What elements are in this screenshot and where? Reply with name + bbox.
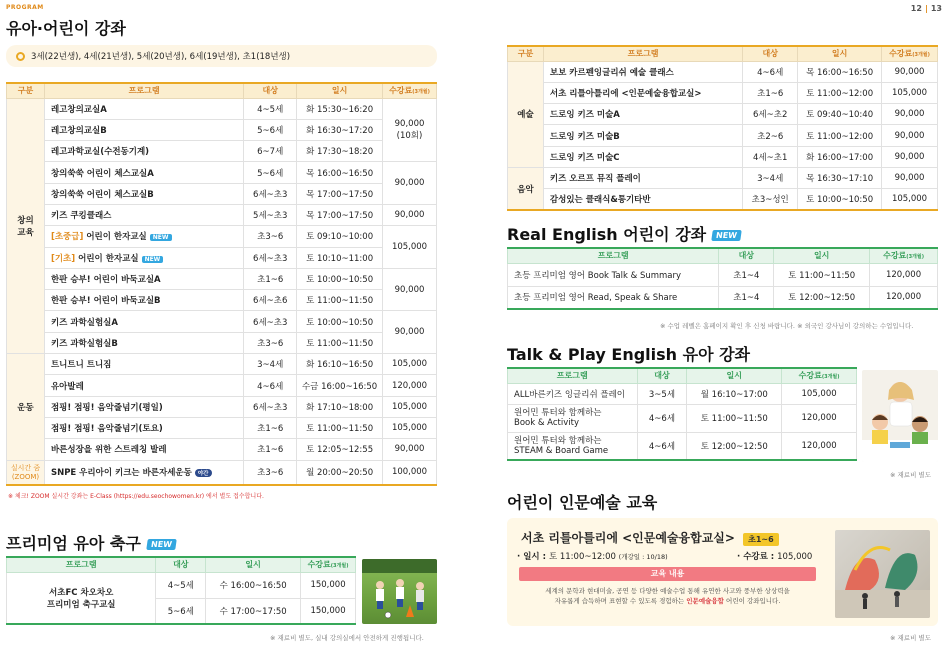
table-row — [508, 189, 938, 210]
time: 화 16:00~17:00 — [798, 146, 882, 167]
ages-text: 3세(22년생), 4세(21년생), 5세(20년생), 6세(19년생), 초1(18년생) — [31, 52, 291, 62]
program-name: 바른성장을 위한 스트레칭 발레 — [44, 439, 243, 460]
table-row — [7, 460, 437, 485]
program-name: 원어민 튜터와 함께하는 Book & Activity — [508, 404, 638, 432]
table-row — [7, 290, 437, 311]
table-row — [508, 146, 938, 167]
fee: 150,000 — [301, 598, 356, 624]
time: 토 11:00~11:50 — [297, 290, 383, 311]
program-name: 키즈 과학실험실A — [44, 311, 243, 332]
grade-badge: 초1~6 — [743, 533, 779, 546]
table-row — [508, 383, 857, 404]
program-name-text: 어린이 한자교실 — [78, 253, 139, 264]
card-title-text: 서초 리틀아틀리에 <인문예술융합교실> — [521, 531, 735, 545]
time: 토 11:00~11:50 — [297, 332, 383, 353]
col-header: 구분 — [508, 46, 544, 61]
target: 4~5세 — [244, 98, 297, 119]
fee: 90,000 — [383, 162, 437, 205]
program-name: 원어민 튜터와 함께하는 STEAM & Board Game — [508, 432, 638, 460]
desc-highlight: 인문예술융합 — [686, 597, 724, 606]
humanities-card — [507, 518, 938, 626]
col-header: 일시 — [687, 368, 782, 383]
col-header: 대상 — [743, 46, 798, 61]
program-name: 초등 프리미엄 영어 Read, Speak & Share — [508, 286, 719, 309]
table-row — [7, 183, 437, 204]
table-row — [7, 119, 437, 140]
fee: 90,000 — [882, 104, 938, 125]
table-row — [508, 82, 938, 103]
table-row — [7, 354, 437, 375]
ages-box — [6, 45, 437, 67]
fee-note: (3개월) — [906, 254, 924, 261]
program-name: 드로잉 키즈 미술A — [543, 104, 742, 125]
fee-line — [737, 550, 812, 562]
soccer-note: ※ 재료비 별도, 실내 강의실에서 안전하게 진행됩니다. — [270, 634, 424, 642]
program-name: 감성있는 클래식&통기타반 — [543, 189, 742, 210]
target: 초3~6 — [244, 332, 297, 353]
atelier-photo — [835, 530, 930, 618]
time: 수 17:00~17:50 — [206, 598, 301, 624]
col-header — [383, 83, 437, 98]
table-row — [7, 332, 437, 353]
col-header: 일시 — [798, 46, 882, 61]
target: 6~7세 — [244, 141, 297, 162]
time: 토 12:05~12:55 — [297, 439, 383, 460]
page-right: 13 — [930, 4, 942, 13]
table-row — [7, 226, 437, 247]
target: 초3~6 — [244, 460, 297, 485]
target: 4~6세 — [637, 404, 687, 432]
col-header: 대상 — [637, 368, 687, 383]
table-row — [508, 263, 938, 286]
real-english-note: ※ 수업 레벨은 홈페이지 확인 후 신청 바랍니다. ※ 외국인 강사님이 강의하는 수업입니다. — [660, 322, 914, 330]
time: 토 10:00~10:50 — [297, 311, 383, 332]
col-header: 프로그램 — [7, 557, 156, 572]
program-name — [44, 247, 243, 268]
program-name: 창의쑥쑥 어린이 체스교실A — [44, 162, 243, 183]
target: 6세~초3 — [244, 247, 297, 268]
kids-title: 유아·어린이 강좌 — [6, 19, 126, 38]
col-header — [870, 248, 938, 263]
time: 토 10:10~11:00 — [297, 247, 383, 268]
time: 월 20:00~20:50 — [297, 460, 383, 485]
humanities-card-title — [521, 529, 779, 546]
kids-table — [6, 82, 437, 486]
soccer-table — [6, 556, 356, 625]
fee: 120,000 — [782, 404, 857, 432]
fee: 90,000 — [882, 61, 938, 82]
fee-header: 수강료 — [798, 371, 822, 381]
time: 목 16:30~17:10 — [798, 167, 882, 188]
col-header — [301, 557, 356, 572]
fee-header: 수강료 — [389, 86, 413, 96]
time: 토 11:00~11:50 — [297, 417, 383, 438]
fee: 105,000 — [882, 82, 938, 103]
table-row — [7, 572, 356, 598]
time: 토 09:40~10:40 — [798, 104, 882, 125]
time: 토 11:00~11:50 — [774, 263, 870, 286]
program-name: 키즈 과학실험실B — [44, 332, 243, 353]
fee: 90,000 — [882, 125, 938, 146]
time: 화 15:30~16:20 — [297, 98, 383, 119]
night-tag: 야간 — [195, 469, 212, 477]
time: 목 16:00~16:50 — [297, 162, 383, 183]
program-name: 서초FC 차오차오 프리미엄 축구교실 — [7, 572, 156, 624]
bullet-icon — [16, 52, 25, 61]
new-badge: NEW — [150, 234, 172, 241]
page-numbers: 12 | 13 — [910, 4, 942, 13]
table-row — [7, 375, 437, 396]
edu-content-banner: 교육 내용 — [519, 567, 816, 581]
table-row — [7, 439, 437, 460]
time: 토 11:00~11:50 — [687, 404, 782, 432]
time: 토 11:00~12:00 — [798, 125, 882, 146]
target: 초1~6 — [244, 268, 297, 289]
target: 5~6세 — [244, 119, 297, 140]
fee: 90,000 (10회) — [383, 98, 437, 162]
level-prefix: [초중급] — [50, 232, 84, 243]
time: 토 12:00~12:50 — [687, 432, 782, 460]
target: 5~6세 — [156, 598, 206, 624]
target: 초1~6 — [244, 417, 297, 438]
fee-value: 105,000 — [777, 552, 813, 562]
desc-part: 자유롭게 습득하며 표현할 수 있도록 경험하는 — [554, 597, 687, 606]
fee: 90,000 — [383, 268, 437, 311]
fee: 150,000 — [301, 572, 356, 598]
fee-note: (3개월) — [412, 89, 430, 96]
program-name-text: 어린이 한자교실 — [86, 232, 147, 243]
level-prefix: [기초] — [50, 253, 76, 264]
program-name: ALL바른키즈 잉글리쉬 플레이 — [508, 383, 638, 404]
program-name — [44, 226, 243, 247]
target: 4~6세 — [637, 432, 687, 460]
table-row — [7, 204, 437, 225]
target: 초3~성인 — [743, 189, 798, 210]
time: 화 16:10~16:50 — [297, 354, 383, 375]
time: 월 16:10~17:00 — [687, 383, 782, 404]
time-note: (개강일 : 10/18) — [618, 553, 668, 561]
col-header: 일시 — [774, 248, 870, 263]
fee: 90,000 — [383, 204, 437, 225]
zoom-note: ※ 체크! ZOOM 실시간 강좌는 E-Class (https://edu.seochowomen.kr) 에서 별도 접수합니다. — [8, 493, 264, 500]
target: 3~4세 — [743, 167, 798, 188]
real-english-table — [507, 247, 938, 310]
col-header: 프로그램 — [44, 83, 243, 98]
fee-header: 수강료 — [307, 560, 331, 570]
time: 토 10:00~10:50 — [297, 268, 383, 289]
fee: 105,000 — [383, 226, 437, 269]
target: 초3~6 — [244, 226, 297, 247]
time-line — [517, 550, 668, 562]
program-name: 드로잉 키즈 미술B — [543, 125, 742, 146]
fee-header: 수강료 — [889, 49, 913, 59]
fee: 105,000 — [782, 383, 857, 404]
time: 목 17:00~17:50 — [297, 183, 383, 204]
table-row — [508, 125, 938, 146]
time: 토 11:00~12:00 — [798, 82, 882, 103]
fee: 105,000 — [882, 189, 938, 210]
time: 목 17:00~17:50 — [297, 204, 383, 225]
fee: 105,000 — [383, 417, 437, 438]
desc-part: 어린이 강좌입니다. — [723, 597, 781, 606]
col-header: 대상 — [156, 557, 206, 572]
fee: 120,000 — [870, 286, 938, 309]
target: 6세~초2 — [743, 104, 798, 125]
time: 목 16:00~16:50 — [798, 61, 882, 82]
fee: 105,000 — [383, 396, 437, 417]
target: 5~6세 — [244, 162, 297, 183]
fee-label: · 수강료 : — [737, 552, 778, 562]
col-header — [782, 368, 857, 383]
arts-table — [507, 45, 938, 211]
table-row — [508, 432, 857, 460]
soccer-photo — [362, 559, 437, 624]
program-name: 레고과학교실(수전동기계) — [44, 141, 243, 162]
target: 3~5세 — [637, 383, 687, 404]
col-header: 대상 — [244, 83, 297, 98]
program-name: 초등 프리미엄 영어 Book Talk & Summary — [508, 263, 719, 286]
time: 토 09:10~10:00 — [297, 226, 383, 247]
program-name: 키즈 쿠킹클래스 — [44, 204, 243, 225]
col-header: 프로그램 — [508, 248, 719, 263]
desc-line-1: 세계의 문학과 현대미술, 공연 등 다양한 예술수업 통해 유연한 사고와 풍부한 상상력을 — [545, 587, 790, 595]
program-name: 창의쑥쑥 어린이 체스교실B — [44, 183, 243, 204]
talk-play-title: Talk & Play English 유아 강좌 — [507, 345, 751, 364]
table-row — [7, 247, 437, 268]
soccer-title — [6, 531, 176, 554]
fee: 90,000 — [882, 167, 938, 188]
real-english-title-text: Real English 어린이 강좌 — [507, 225, 707, 244]
english-photo — [862, 370, 938, 462]
page-left: 12 — [910, 4, 922, 13]
time: 토 10:00~10:50 — [798, 189, 882, 210]
col-header: 일시 — [297, 83, 383, 98]
new-badge: NEW — [142, 256, 164, 263]
table-row — [7, 268, 437, 289]
fee: 90,000 — [383, 311, 437, 354]
program-name: 한판 승부! 어린이 바둑교실A — [44, 268, 243, 289]
new-badge: NEW — [711, 230, 742, 241]
program-name: 트니트니 트니짐 — [44, 354, 243, 375]
category-cell: 음악 — [508, 167, 544, 210]
program-name: 레고창의교실B — [44, 119, 243, 140]
target: 초1~6 — [743, 82, 798, 103]
real-english-title — [507, 222, 741, 245]
table-row — [508, 404, 857, 432]
table-row — [508, 61, 938, 82]
program-name: 드로잉 키즈 미술C — [543, 146, 742, 167]
target: 5세~초3 — [244, 204, 297, 225]
humanities-note: ※ 재료비 별도 — [890, 634, 931, 642]
desc-line-2 — [519, 596, 816, 606]
new-badge: NEW — [146, 539, 177, 550]
table-row — [508, 286, 938, 309]
program-name — [44, 460, 243, 485]
target: 6세~초3 — [244, 311, 297, 332]
time: 화 17:10~18:00 — [297, 396, 383, 417]
col-header: 구분 — [7, 83, 45, 98]
target: 초1~6 — [244, 439, 297, 460]
col-header — [882, 46, 938, 61]
table-row — [508, 104, 938, 125]
talk-play-table — [507, 367, 857, 461]
fee: 120,000 — [383, 375, 437, 396]
program-name: 보보 카르펜잉글리쉬 예술 클래스 — [543, 61, 742, 82]
col-header: 대상 — [719, 248, 774, 263]
time: 수금 16:00~16:50 — [297, 375, 383, 396]
target: 3~4세 — [244, 354, 297, 375]
time-value: 토 11:00~12:00 — [548, 552, 616, 562]
target: 4~6세 — [743, 61, 798, 82]
program-name: 서초 리틀아틀리에 <인문예술융합교실> — [543, 82, 742, 103]
target: 6세~초6 — [244, 290, 297, 311]
target: 4~6세 — [244, 375, 297, 396]
fee: 100,000 — [383, 460, 437, 485]
category-cell: 운동 — [7, 354, 45, 460]
table-row — [508, 167, 938, 188]
soccer-title-text: 프리미엄 유아 축구 — [6, 534, 141, 553]
program-name: 점핑! 점핑! 음악줄넘기(평일) — [44, 396, 243, 417]
col-header: 프로그램 — [543, 46, 742, 61]
fee: 105,000 — [383, 354, 437, 375]
fee-note: (3개월) — [330, 563, 349, 570]
target: 4세~초1 — [743, 146, 798, 167]
category-cell: 창의 교육 — [7, 98, 45, 354]
time: 화 17:30~18:20 — [297, 141, 383, 162]
target: 6세~초3 — [244, 396, 297, 417]
time: 화 16:30~17:20 — [297, 119, 383, 140]
table-row — [7, 396, 437, 417]
fee: 90,000 — [383, 439, 437, 460]
target: 6세~초3 — [244, 183, 297, 204]
table-row — [7, 311, 437, 332]
fee: 120,000 — [782, 432, 857, 460]
fee-header: 수강료 — [883, 251, 907, 261]
time: 수 16:00~16:50 — [206, 572, 301, 598]
program-name: 유아발레 — [44, 375, 243, 396]
table-row — [7, 98, 437, 119]
section-label: PROGRAM — [6, 4, 44, 11]
fee-note: (3개월) — [912, 52, 930, 59]
target: 4~5세 — [156, 572, 206, 598]
col-header: 일시 — [206, 557, 301, 572]
fee: 90,000 — [882, 146, 938, 167]
program-name: 점핑! 점핑! 음악줄넘기(토요) — [44, 417, 243, 438]
humanities-title: 어린이 인문예술 교육 — [507, 493, 658, 512]
category-cell: 예술 — [508, 61, 544, 167]
table-row — [7, 417, 437, 438]
talk-play-note: ※ 재료비 별도 — [890, 471, 931, 479]
target: 초1~4 — [719, 286, 774, 309]
time-label: · 일시 : — [517, 552, 549, 562]
program-name-text: SNPE 우리아이 키크는 바른자세운동 — [50, 468, 192, 479]
fee: 120,000 — [870, 263, 938, 286]
col-header: 프로그램 — [508, 368, 638, 383]
program-name: 레고창의교실A — [44, 98, 243, 119]
target: 초1~4 — [719, 263, 774, 286]
fee-note: (3개월) — [821, 374, 840, 381]
program-name: 키즈 오르프 뮤직 플레이 — [543, 167, 742, 188]
edu-description — [519, 586, 816, 607]
time: 토 12:00~12:50 — [774, 286, 870, 309]
category-cell: 실시간 줌 (ZOOM) — [7, 460, 45, 485]
program-name: 한판 승부! 어린이 바둑교실B — [44, 290, 243, 311]
table-row — [7, 162, 437, 183]
table-row — [7, 141, 437, 162]
target: 초2~6 — [743, 125, 798, 146]
